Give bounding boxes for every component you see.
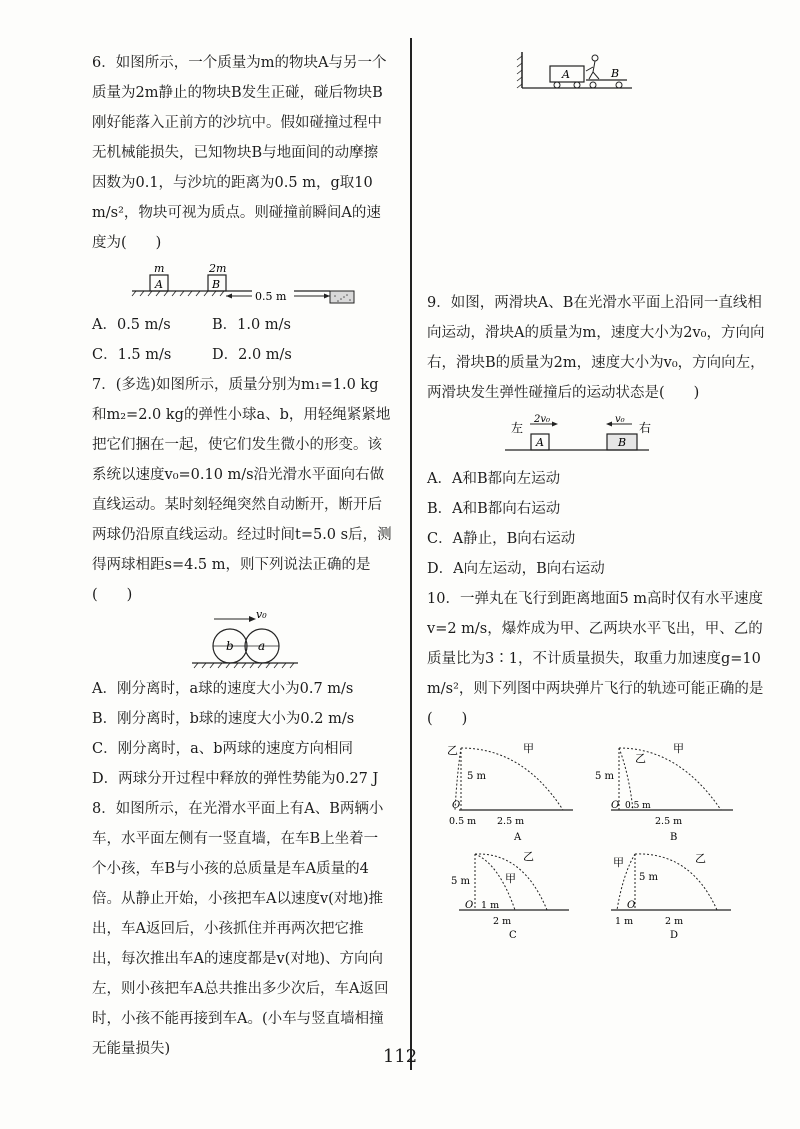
trajectory-figure-d xyxy=(611,852,731,941)
column-divider xyxy=(410,38,412,1070)
q7-b-label: b xyxy=(226,639,234,653)
q8-text: 8．如图所示，在光滑水平面上有A、B两辆小车，水平面左侧有一竖直墙，在车B上坐着一个小孩，车B与小孩的总质量是车A质量的4倍。从静止开始，小孩把车A以速度v(对地)推出，车A返回后，小孩抓住并再两次把它推出，每次推出车A的速度都是v(对地)、方向向左，则小孩把车A总共推出多少次后，车A返回时，小孩不能再接到车A。(小车与竖直墙相撞无能量损失) xyxy=(92,801,389,1057)
q9-text: 9．如图，两滑块A、B在光滑水平面上沿同一直线相向运动，滑块A的质量为m，速度大小为2v₀，方向向右，滑块B的质量为2m，速度大小为v₀，方向向左，两滑块发生弹性碰撞后的运动状态是( ) xyxy=(427,295,765,401)
svg-text:5 m: 5 m xyxy=(451,876,471,887)
q6-option-b: B．1.0 m/s xyxy=(212,317,291,333)
svg-text:5 m: 5 m xyxy=(639,872,659,883)
q7-figure xyxy=(92,610,392,674)
q6-b-label: B xyxy=(212,278,221,291)
q6-a-label: A xyxy=(155,278,163,291)
trajectory-figure-a xyxy=(447,742,573,843)
q9-option-d: D．A向左运动，B向右运动 xyxy=(427,561,605,577)
svg-text:甲: 甲 xyxy=(613,856,624,869)
q7-option-d: D．两球分开过程中释放的弹性势能为0.27 J xyxy=(92,771,379,787)
q6-text: 6．如图所示，一个质量为m的物块A与另一个质量为2m静止的物块B发生正碰，碰后物块B刚好能落入正前方的沙坑中。假如碰撞过程中无机械能损失，已知物块B与地面间的动摩擦因数为0.1，与沙坑的距离为0.5 m，g取10 m/s²，物块可视为质点。则碰撞前瞬间A的速度为( ) xyxy=(92,55,387,251)
q10-text: 10．一弹丸在飞行到距离地面5 m高时仅有水平速度v=2 m/s，爆炸成为甲、乙两块水平飞出，甲、乙的质量比为3∶1，不计质量损失，取重力加速度g=10 m/s²，则下列图中两块弹片飞行的轨迹可能正确的是( ) xyxy=(427,591,764,727)
svg-text:乙: 乙 xyxy=(523,850,534,863)
q7-option-a: A．刚分离时，a球的速度大小为0.7 m/s xyxy=(92,681,354,697)
svg-text:5 m: 5 m xyxy=(467,771,487,782)
q9-va-label: 2v₀ xyxy=(534,414,551,425)
q6-distance: 0.5 m xyxy=(255,290,287,303)
svg-text:C: C xyxy=(509,930,517,941)
svg-text:5 m: 5 m xyxy=(595,771,615,782)
trajectory-figure-c xyxy=(451,850,569,941)
svg-text:0.5 m: 0.5 m xyxy=(449,816,477,827)
q7-a-label: a xyxy=(258,639,266,653)
svg-text:1 m: 1 m xyxy=(481,900,500,911)
q9-b-label: B xyxy=(618,436,627,449)
q6-figure xyxy=(92,258,392,306)
child xyxy=(592,55,598,61)
q8-b-label: B xyxy=(611,67,620,80)
q9-option-b: B．A和B都向右运动 xyxy=(427,501,561,517)
q9-option-a: A．A和B都向左运动 xyxy=(427,471,561,487)
svg-text:甲: 甲 xyxy=(673,742,684,755)
q6-option-c: C．1.5 m/s xyxy=(92,347,172,363)
q7-text: 7．(多选)如图所示，质量分别为m₁=1.0 kg和m₂=2.0 kg的弹性小球a、b，用轻绳紧紧地把它们捆在一起，使它们发生微小的形变。该系统以速度v₀=0.10 m/s沿光滑水平面向右做直线运动。某时刻轻绳突然自动断开，断开后两球仍沿原直线运动。经过时间t=5.0 s后，测得两球相距s=4.5 m，则下列说法正确的是( ) xyxy=(92,377,392,603)
q6-2m-label: 2m xyxy=(209,262,227,275)
sand-pit xyxy=(330,291,354,303)
page-number: 112 xyxy=(382,1046,418,1067)
q10-figures xyxy=(427,734,767,944)
q9-option-c: C．A静止，B向右运动 xyxy=(427,531,576,547)
svg-text:2 m: 2 m xyxy=(665,916,684,927)
svg-text:2 m: 2 m xyxy=(493,916,512,927)
q9-a-label: A xyxy=(536,436,544,449)
svg-text:2.5 m: 2.5 m xyxy=(497,816,525,827)
q7-option-c: C．刚分离时，a、b两球的速度方向相同 xyxy=(92,741,354,757)
svg-text:O: O xyxy=(465,900,474,911)
q8-a-label: A xyxy=(562,68,570,81)
svg-text:0.5 m: 0.5 m xyxy=(625,801,651,811)
svg-text:2.5 m: 2.5 m xyxy=(655,816,683,827)
svg-text:A: A xyxy=(514,832,522,843)
q6-option-a: A．0.5 m/s xyxy=(92,317,171,333)
q9-vb-label: v₀ xyxy=(615,414,625,425)
q9-left-label: 左 xyxy=(511,421,524,435)
svg-text:O: O xyxy=(627,900,636,911)
q6-m-label: m xyxy=(154,262,165,275)
svg-text:1 m: 1 m xyxy=(615,916,634,927)
q7-option-b: B．刚分离时，b球的速度大小为0.2 m/s xyxy=(92,711,355,727)
q9-figure xyxy=(427,408,767,464)
svg-text:乙: 乙 xyxy=(695,852,706,865)
q9-right-label: 右 xyxy=(639,421,652,435)
q8-figure xyxy=(427,46,767,98)
svg-text:O: O xyxy=(611,800,620,811)
trajectory-figure-b xyxy=(595,742,733,843)
svg-text:O: O xyxy=(452,800,461,811)
svg-text:D: D xyxy=(670,930,679,941)
svg-text:乙: 乙 xyxy=(447,744,458,757)
q7-v-label: v₀ xyxy=(256,610,267,621)
svg-text:甲: 甲 xyxy=(505,872,516,885)
right-column xyxy=(427,0,767,944)
svg-text:甲: 甲 xyxy=(523,742,534,755)
left-column xyxy=(92,0,392,1064)
svg-text:乙: 乙 xyxy=(635,752,646,765)
svg-text:B: B xyxy=(670,832,678,843)
q6-option-d: D．2.0 m/s xyxy=(212,347,292,363)
